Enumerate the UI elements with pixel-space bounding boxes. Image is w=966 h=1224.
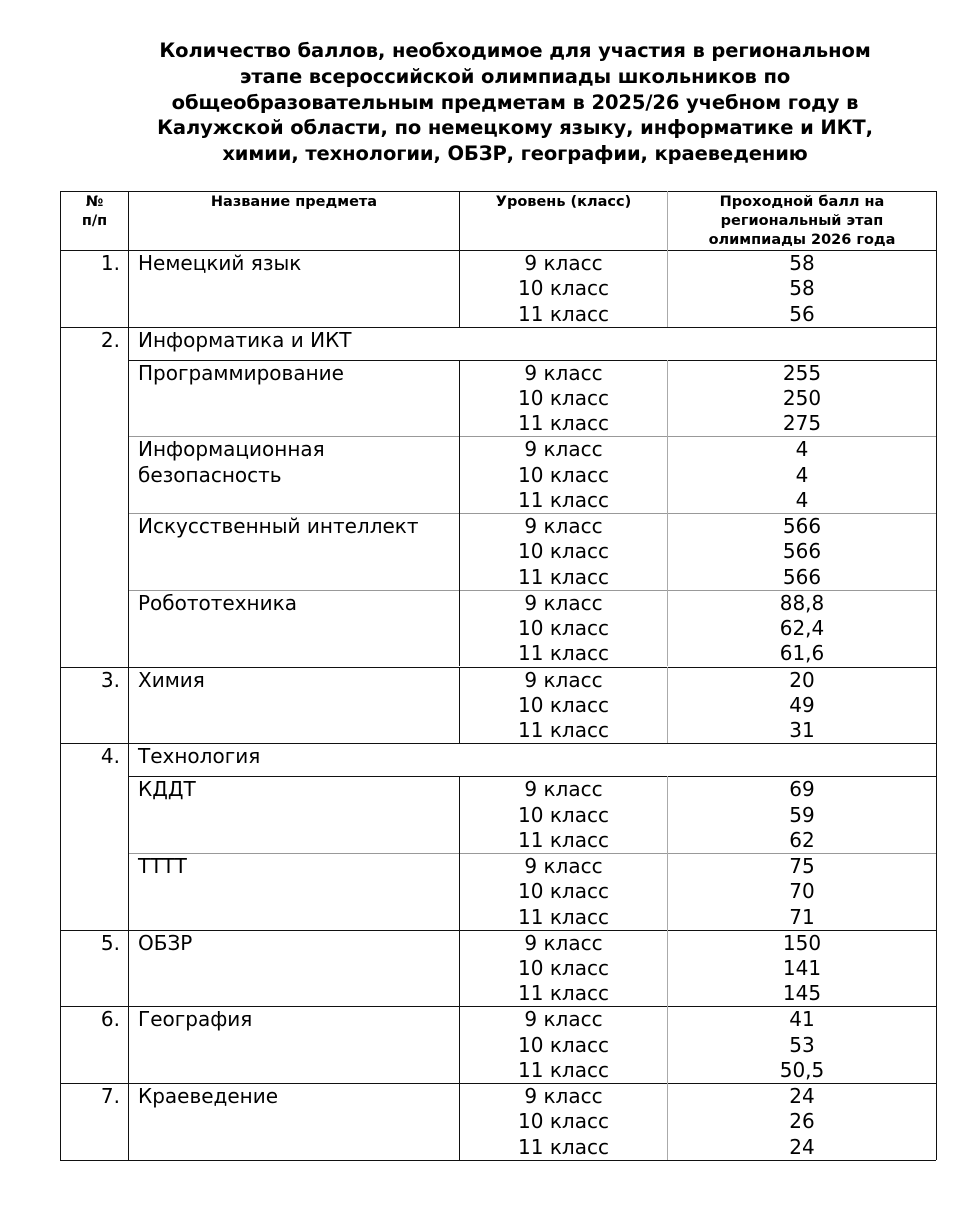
score-cell: 4 — [795, 437, 809, 462]
score-cell: 150 — [782, 930, 822, 955]
score-cell: 24 — [789, 1134, 815, 1159]
score-cell: 26 — [789, 1109, 815, 1134]
level-cell: 9 класс — [524, 1084, 603, 1108]
subject-name: География — [138, 1007, 253, 1032]
level-cell: 11 класс — [518, 641, 609, 666]
header-num — [61, 193, 128, 231]
subsection-name: Робототехника — [138, 590, 297, 615]
score-cell: 141 — [782, 955, 822, 980]
header-subject: Название предмета — [210, 194, 378, 210]
level-cell: 11 класс — [518, 411, 609, 436]
level-cell: 11 класс — [518, 301, 609, 326]
score-cell: 75 — [789, 853, 815, 878]
subsection-name: Программирование — [138, 360, 344, 385]
level-cell: 11 класс — [518, 1057, 609, 1082]
level-cell: 9 класс — [524, 930, 603, 955]
level-cell: 11 класс — [518, 718, 609, 743]
level-cell: 9 класс — [524, 590, 603, 615]
subsection-name: Искусственный интеллект — [138, 514, 419, 539]
score-cell: 69 — [789, 777, 815, 802]
level-cell: 11 класс — [518, 981, 609, 1006]
level-cell: 9 класс — [524, 437, 603, 462]
level-cell: 10 класс — [518, 539, 609, 564]
level-cell: 10 класс — [518, 276, 609, 301]
subject-name: Химия — [138, 667, 205, 692]
document-title — [100, 38, 930, 167]
level-cell: 11 класс — [518, 1134, 609, 1159]
score-cell: 255 — [782, 360, 822, 385]
header-num-line: № — [85, 194, 104, 210]
level-cell: 10 класс — [518, 955, 609, 980]
level-cell: 10 класс — [518, 462, 609, 487]
level-cell: 9 класс — [524, 360, 603, 385]
subject-name: Краеведение — [138, 1084, 279, 1108]
column-divider — [459, 191, 460, 250]
subject-name: ОБЗР — [138, 930, 193, 955]
score-cell: 56 — [789, 301, 815, 326]
level-cell: 11 класс — [518, 904, 609, 929]
subject-name: Информатика и ИКТ — [138, 327, 352, 352]
column-divider — [128, 191, 129, 1160]
header-score — [668, 193, 936, 250]
row-number: 3. — [100, 667, 120, 692]
score-cell: 53 — [789, 1032, 815, 1057]
level-cell: 11 класс — [518, 564, 609, 589]
row-number: 6. — [100, 1007, 120, 1032]
row-number: 1. — [100, 251, 120, 275]
level-cell: 9 класс — [524, 853, 603, 878]
score-cell: 250 — [782, 386, 822, 410]
level-cell: 10 класс — [518, 386, 609, 410]
score-cell: 31 — [789, 718, 815, 743]
score-cell: 62,4 — [779, 616, 825, 641]
level-cell: 11 класс — [518, 488, 609, 512]
score-cell: 61,6 — [779, 641, 825, 666]
score-cell: 50,5 — [779, 1057, 825, 1082]
score-cell: 41 — [789, 1007, 815, 1032]
level-cell: 10 класс — [518, 692, 609, 717]
level-cell: 10 класс — [518, 616, 609, 641]
score-cell: 88,8 — [779, 590, 825, 615]
score-cell: 566 — [782, 514, 822, 539]
score-cell: 49 — [789, 692, 815, 717]
column-divider — [667, 191, 668, 250]
title-line: этапе всероссийской олимпиады школьников по — [239, 64, 791, 88]
level-cell: 9 класс — [524, 251, 603, 275]
title-line: Количество баллов, необходимое для участия в региональном — [159, 39, 871, 62]
level-cell: 11 класс — [518, 827, 609, 852]
row-number: 7. — [100, 1084, 120, 1108]
score-cell: 275 — [782, 411, 822, 436]
score-cell: 59 — [789, 802, 815, 827]
subsection-name: КДДТ — [138, 777, 196, 802]
level-cell: 10 класс — [518, 1109, 609, 1134]
title-line: общеобразовательным предметам в 2025/26 учебном году в — [171, 90, 859, 114]
score-cell: 24 — [789, 1084, 815, 1108]
score-cell: 4 — [795, 462, 809, 487]
level-cell: 9 класс — [524, 667, 603, 692]
header-num-line: п/п — [81, 213, 108, 229]
subsection-name: ТТТТ — [138, 853, 187, 878]
title-line: химии, технологии, ОБЗР, географии, краеведению — [222, 142, 808, 166]
level-cell: 9 класс — [524, 514, 603, 539]
level-cell: 9 класс — [524, 777, 603, 802]
header-score-line: олимпиады 2026 года — [708, 232, 896, 248]
subject-name: Немецкий язык — [138, 251, 302, 275]
header-score-line: региональный этап — [720, 213, 884, 229]
title-line: Калужской области, по немецкому языку, информатике и ИКТ, — [157, 116, 873, 140]
column-divider — [936, 191, 937, 1160]
header-level: Уровень (класс) — [495, 194, 632, 210]
score-cell: 4 — [795, 488, 809, 512]
row-divider — [60, 191, 936, 192]
level-cell: 9 класс — [524, 1007, 603, 1032]
row-number: 2. — [100, 327, 120, 352]
subsection-name: безопасность — [138, 462, 282, 487]
row-number: 5. — [100, 930, 120, 955]
level-cell: 10 класс — [518, 879, 609, 904]
score-cell: 566 — [782, 564, 822, 589]
row-number: 4. — [100, 744, 120, 769]
score-cell: 145 — [782, 981, 822, 1006]
header-score-line: Проходной балл на — [719, 194, 885, 210]
score-cell: 20 — [789, 667, 815, 692]
score-cell: 58 — [789, 251, 815, 275]
score-cell: 70 — [789, 879, 815, 904]
level-cell: 10 класс — [518, 802, 609, 827]
level-cell: 10 класс — [518, 1032, 609, 1057]
score-cell: 62 — [789, 827, 815, 852]
score-cell: 566 — [782, 539, 822, 564]
score-cell: 58 — [789, 276, 815, 301]
score-cell: 71 — [789, 904, 815, 929]
subject-name: Технология — [138, 744, 261, 769]
subsection-name: Информационная — [138, 437, 325, 462]
